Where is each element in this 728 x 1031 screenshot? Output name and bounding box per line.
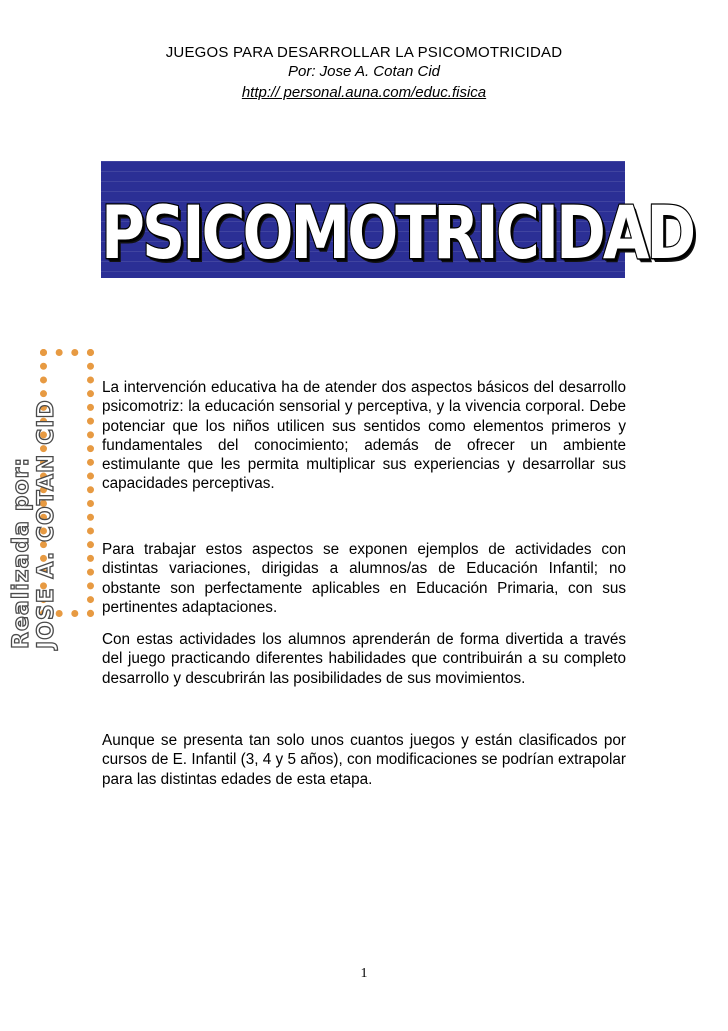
banner-title: PSICOMOTRICIDAD xyxy=(101,191,694,277)
document-author: Por: Jose A. Cotan Cid xyxy=(287,63,440,80)
stamp-line-2: JOSE A. COTAN CID xyxy=(34,399,59,649)
document-title: JUEGOS PARA DESARROLLAR LA PSICOMOTRICIDAD xyxy=(165,44,563,61)
paragraph-learning: Con estas actividades los alumnos aprenderán de forma divertida a través del juego practicando diferentes habilidades que contribuirán a su completo desarrollo y descubrirán las posibilidades de sus movimientos. xyxy=(102,631,626,687)
page-number: 1 xyxy=(360,966,368,981)
author-stamp-text xyxy=(9,369,69,649)
paragraph-intro: La intervención educativa ha de atender dos aspectos básicos del desarrollo psicomotriz: la educación sensorial y perceptiva, y la vivencia corporal. Debe potenciar que los niños utilicen sus sentidos como elementos primeros y fundamentales del conocimiento; además de ofrecer un ambiente estimulante que les permita multiplicar sus experiencias y desarrollar sus capacidades perceptivas. xyxy=(102,379,626,493)
stamp-line-1: Realizada por: xyxy=(9,456,34,649)
title-banner xyxy=(101,161,694,278)
paragraph-classification: Aunque se presenta tan solo unos cuantos juegos y están clasificados por cursos de E. Infantil (3, 4 y 5 años), con modificaciones se podrían extrapolar para las distintas edades de esta etapa. xyxy=(102,732,626,788)
document-url-link[interactable]: http:// personal.auna.com/educ.fisica xyxy=(241,84,487,101)
paragraph-activities: Para trabajar estos aspectos se exponen ejemplos de actividades con distintas variaciones, dirigidas a alumnos/as de Educación Infantil; no obstante son perfectamente aplicables en Educación Primaria, con sus pertinentes adaptaciones. xyxy=(102,541,626,616)
